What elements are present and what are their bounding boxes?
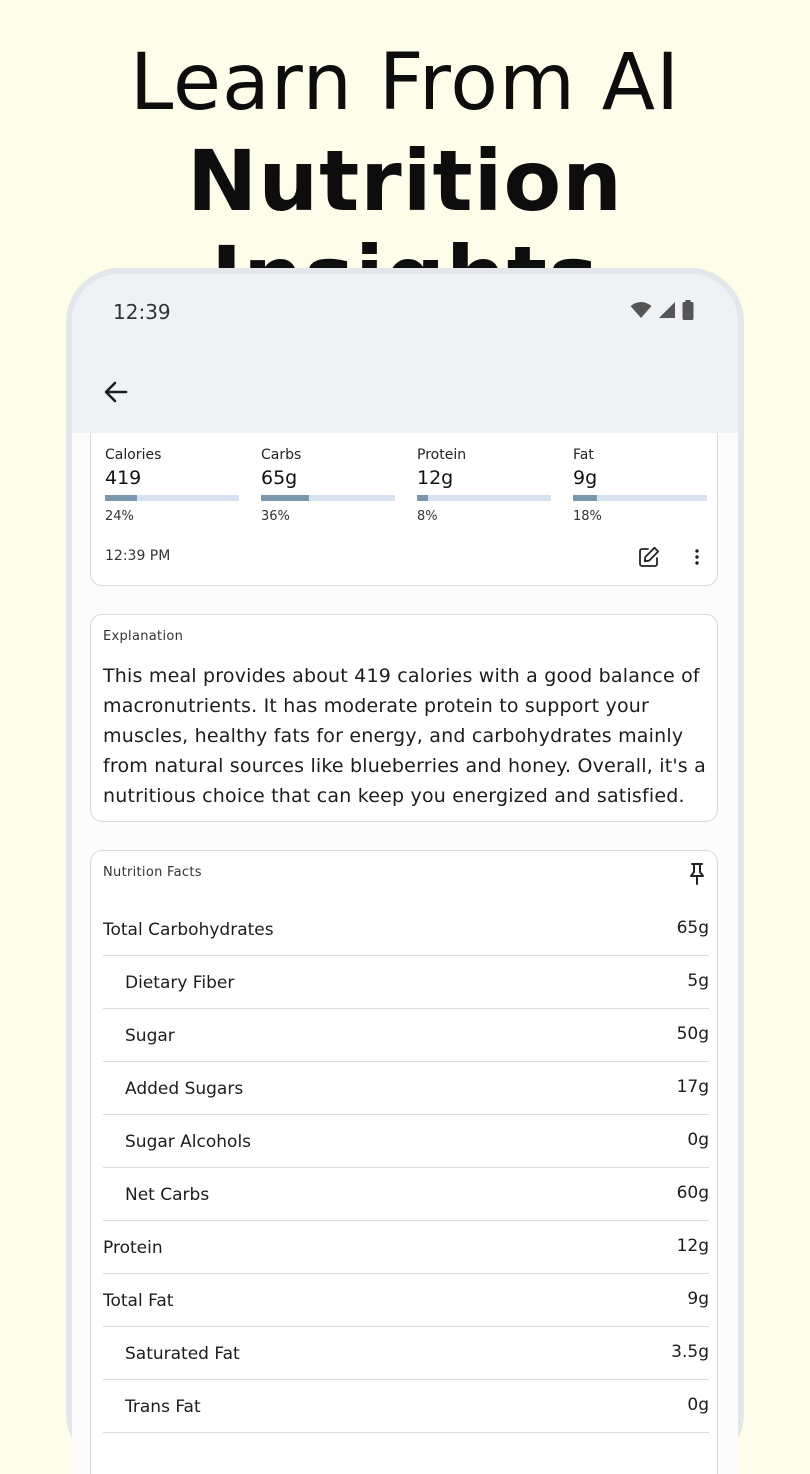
fact-name: Dietary Fiber bbox=[125, 973, 235, 993]
fact-value: 50g bbox=[676, 1024, 709, 1044]
macro-progress-fill bbox=[105, 495, 137, 501]
explanation-text: This meal provides about 419 calories with a good balance of macronutrients. It has moderate protein to support your muscles, healthy fats for energy, and carbohydrates mainly from natural sources like blueberries and honey. Overall, it's a nutritious choice that can keep you energized and satisfied. bbox=[103, 665, 706, 807]
headline-line-1: Learn From AI bbox=[129, 38, 681, 128]
fact-value: 3.5g bbox=[671, 1342, 709, 1362]
fact-value: 65g bbox=[676, 918, 709, 938]
macro-label: Calories bbox=[105, 447, 162, 463]
macro-percent: 36% bbox=[261, 509, 290, 524]
macro-summary-card bbox=[90, 433, 718, 586]
fact-name: Sugar bbox=[125, 1026, 175, 1046]
nutrition-facts-title: Nutrition Facts bbox=[103, 865, 202, 880]
fact-row-protein bbox=[103, 1221, 709, 1274]
fact-value: 12g bbox=[676, 1236, 709, 1256]
fact-row-total-carbohydrates bbox=[103, 903, 709, 956]
macro-progress-bar bbox=[105, 495, 239, 501]
fact-value: 17g bbox=[676, 1077, 709, 1097]
fact-name: Protein bbox=[103, 1238, 163, 1258]
nutrition-facts-list bbox=[103, 903, 709, 1433]
phone-frame bbox=[66, 268, 744, 1468]
fact-row-saturated-fat bbox=[103, 1327, 709, 1380]
pin-icon[interactable] bbox=[685, 861, 709, 887]
fact-name: Saturated Fat bbox=[125, 1344, 240, 1364]
fact-row-dietary-fiber bbox=[103, 956, 709, 1009]
meal-time: 12:39 PM bbox=[105, 548, 171, 564]
fact-row-sugar-alcohols bbox=[103, 1115, 709, 1168]
macro-label: Fat bbox=[573, 447, 594, 463]
macro-progress-fill bbox=[261, 495, 309, 501]
macro-progress-bar bbox=[417, 495, 551, 501]
fact-value: 9g bbox=[687, 1289, 709, 1309]
fact-name: Sugar Alcohols bbox=[125, 1132, 252, 1152]
more-vertical-icon[interactable] bbox=[685, 545, 709, 569]
macro-progress-bar bbox=[573, 495, 707, 501]
macro-label: Carbs bbox=[261, 447, 302, 463]
fact-name: Added Sugars bbox=[125, 1079, 244, 1099]
macro-label: Protein bbox=[417, 447, 467, 463]
macro-carbs bbox=[261, 447, 395, 524]
fact-value: 5g bbox=[687, 971, 709, 991]
macro-protein bbox=[417, 447, 551, 524]
macro-progress-fill bbox=[573, 495, 597, 501]
battery-icon bbox=[682, 300, 694, 320]
wifi-icon bbox=[630, 301, 652, 319]
explanation-title: Explanation bbox=[103, 629, 184, 644]
fact-name: Total Fat bbox=[103, 1291, 174, 1311]
app-bar bbox=[72, 274, 738, 433]
macro-value: 419 bbox=[105, 467, 142, 489]
macro-value: 65g bbox=[261, 467, 298, 489]
fact-name: Net Carbs bbox=[125, 1185, 210, 1205]
status-icons bbox=[630, 300, 694, 320]
macro-fat bbox=[573, 447, 707, 524]
fact-value: 0g bbox=[687, 1130, 709, 1150]
fact-value: 0g bbox=[687, 1395, 709, 1415]
macro-percent: 8% bbox=[417, 509, 438, 524]
fact-row-net-carbs bbox=[103, 1168, 709, 1221]
signal-icon bbox=[658, 301, 676, 319]
macro-progress-fill bbox=[417, 495, 428, 501]
explanation-card bbox=[90, 614, 718, 822]
fact-row-sugar bbox=[103, 1009, 709, 1062]
macro-value: 12g bbox=[417, 467, 454, 489]
fact-name: Total Carbohydrates bbox=[103, 920, 274, 940]
nutrition-facts-card bbox=[90, 850, 718, 1474]
fact-row-total-fat bbox=[103, 1274, 709, 1327]
macro-percent: 18% bbox=[573, 509, 602, 524]
macro-calories bbox=[105, 447, 239, 524]
edit-icon[interactable] bbox=[637, 545, 661, 569]
back-arrow-icon[interactable] bbox=[100, 376, 132, 408]
fact-row-trans-fat bbox=[103, 1380, 709, 1433]
macro-progress-bar bbox=[261, 495, 395, 501]
headline-line-2: Nutrition bbox=[187, 132, 623, 230]
phone-screen bbox=[72, 274, 738, 1474]
fact-name: Trans Fat bbox=[125, 1397, 201, 1417]
fact-value: 60g bbox=[676, 1183, 709, 1203]
status-time: 12:39 bbox=[113, 300, 171, 324]
macro-value: 9g bbox=[573, 467, 598, 489]
fact-row-added-sugars bbox=[103, 1062, 709, 1115]
macro-percent: 24% bbox=[105, 509, 134, 524]
